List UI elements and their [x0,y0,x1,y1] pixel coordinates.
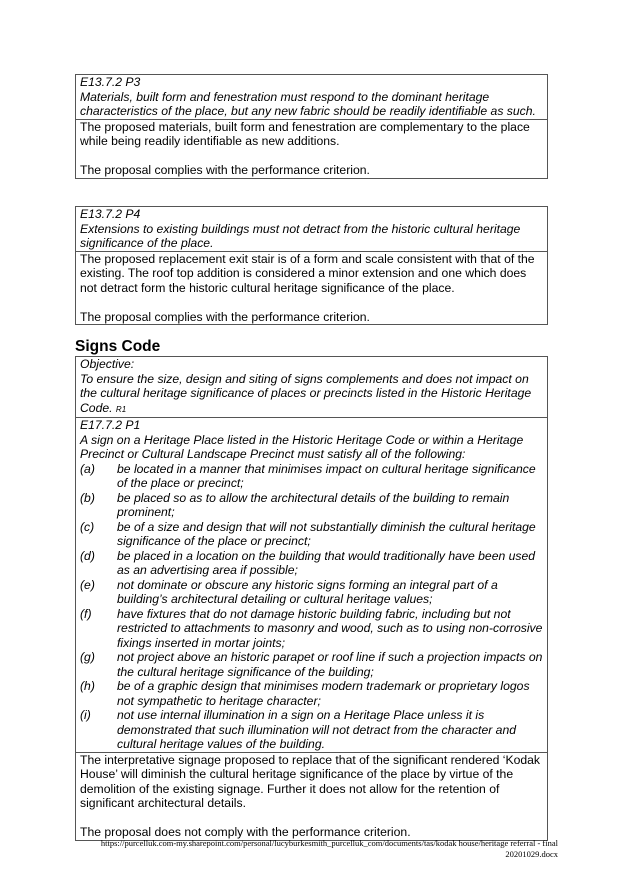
list-item [80,650,543,679]
objective-text [80,372,543,418]
response-text: The proposed materials, built form and fenestration are complementary to the place while being readily identifiable as new additions. [80,119,530,148]
list-item [80,607,543,651]
footer-filename: 20201029.docx [505,849,558,859]
objective-ref: R1 [115,404,127,414]
list-item-label: (b) [80,490,95,505]
criterion-cell [76,417,547,752]
criterion-code: E17.7.2 P1 [80,418,141,432]
document-footer [101,838,558,860]
footer-path: https://purcelluk.com-my.sharepoint.com/personal/lucyburkesmith_purcelluk_com/documents/tas/kodak house/heritage referral - final [100,838,558,848]
list-item-text: be placed in a location on the building that would traditionally have been used as an advertising area if possible; [117,548,536,577]
response-text: The proposed replacement exit stair is of a form and scale consistent with that of the existing. The roof top addition is considered a minor extension and one which does not detract form the historic cultural heritage significance of the place. [80,251,535,295]
list-item [80,708,543,752]
list-item-text: have fixtures that do not damage historic building fabric, including but not restricted to attachments to masonry and wood, such as to using non-corrosive fixings inserted in mortar joints; [117,606,543,650]
criterion-intro: A sign on a Heritage Place listed in the Historic Heritage Code or within a Heritage Precinct or Cultural Landscape Precinct must satisfy all of the following: [80,432,524,461]
criterion-cell [76,207,547,251]
section-heading: Signs Code [75,338,161,355]
list-item-label: (h) [80,679,95,693]
list-item [80,578,543,607]
criterion-cell [76,75,547,119]
conclusion-text: The proposal complies with the performance criterion. [80,309,370,324]
list-item-label: (f) [80,606,92,621]
signs-code-table [75,356,548,841]
list-item-text: be placed so as to allow the architectural details of the building to remain prominent; [117,490,510,519]
list-item-text: not dominate or obscure any historic signs forming an integral part of a building’s architectural detailing or cultural heritage values; [117,577,498,606]
list-item-text: be of a size and design that will not substantially diminish the cultural heritage significance of the place or precinct; [117,519,536,548]
objective-label: Objective: [80,357,135,371]
criterion-code: E13.7.2 P4 [80,207,141,221]
conclusion-text: The proposal does not comply with the performance criterion. [80,825,411,839]
list-item-label: (c) [80,519,95,534]
list-item-text: be of a graphic design that minimises modern trademark or proprietary logos not sympathetic to heritage character; [117,679,530,708]
criterion-code: E13.7.2 P3 [80,75,141,89]
criterion-text: Materials, built form and fenestration must respond to the dominant heritage characteristics of the place, but any new fabric should be readily identifiable as such. [80,89,536,118]
response-text: The interpretative signage proposed to replace that of the significant rendered ‘Kodak House’ will diminish the cultural heritage significance of the place by virtue of the demolition of the existing signage. Further it does not allow for the retention of significant architectural details. [80,752,541,810]
conclusion-text: The proposal complies with the performance criterion. [80,163,370,177]
list-item-label: (e) [80,577,95,592]
objective-cell [76,357,547,417]
list-item-text: not project above an historic parapet or roof line if such a projection impacts on the cultural heritage significance of the building; [117,650,543,679]
objective-body: To ensure the size, design and siting of signs complements and does not impact on the cultural heritage significance of places or precincts listed in the Historic Heritage Code. [80,371,532,415]
list-item-label: (a) [80,461,95,476]
list-item [80,549,543,578]
list-item [80,679,543,708]
list-item-label: (d) [80,548,95,563]
list-item-label: (g) [80,650,95,664]
criterion-table-p4 [75,206,548,325]
list-item [80,520,543,549]
list-item-label: (i) [80,708,91,722]
response-cell [76,752,547,840]
list-item [80,491,543,520]
list-item-text: not use internal illumination in a sign on a Heritage Place unless it is demonstrated that such illumination will not detract from the character and cultural heritage values of the building. [117,708,517,751]
response-cell [76,251,547,325]
response-cell [76,119,547,178]
list-item [80,462,543,491]
criterion-table-p3 [75,74,548,179]
list-item-text: be located in a manner that minimises impact on cultural heritage significance of the place or precinct; [117,461,536,490]
criterion-text: Extensions to existing buildings must not detract from the historic cultural heritage significance of the place. [80,221,521,250]
